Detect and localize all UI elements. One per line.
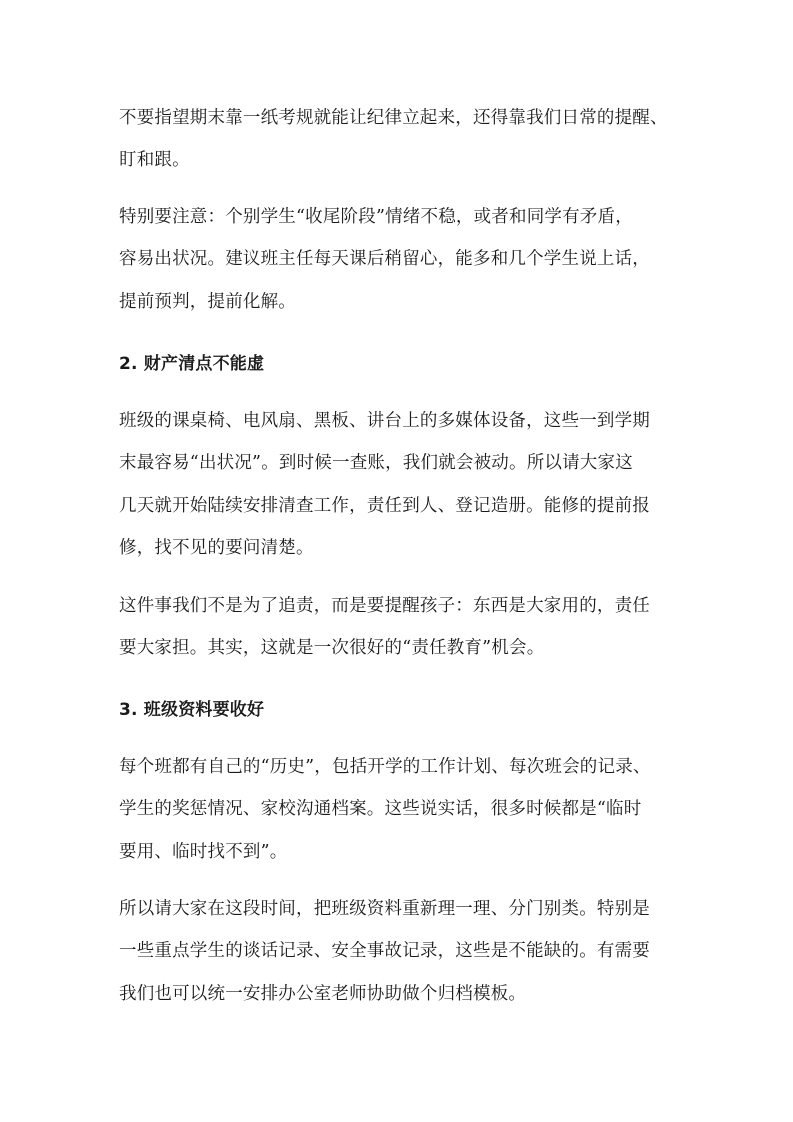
paragraph-line: 修，找不见的要问清楚。 <box>119 538 314 558</box>
paragraph-line: 每个班都有自己的“历史”，包括开学的工作计划、每次班会的记录、 <box>119 757 651 777</box>
paragraph-line: 容易出状况。建议班主任每天课后稍留心，能多和几个学生说上话， <box>119 249 650 269</box>
paragraph-line: 盯和跟。 <box>119 150 190 170</box>
section-heading: 3. 班级资料要收好 <box>119 700 265 720</box>
paragraph-line: 一些重点学生的谈话记录、安全事故记录，这些是不能缺的。有需要 <box>119 941 650 961</box>
paragraph-line: 提前预判，提前化解。 <box>119 292 296 312</box>
paragraph-line: 这件事我们不是为了追责，而是要提醒孩子：东西是大家用的，责任 <box>119 596 650 616</box>
paragraph-line: 不要指望期末靠一纸考规就能让纪律立起来，还得靠我们日常的提醒、 <box>119 108 668 128</box>
paragraph-line: 末最容易“出状况”。到时候一查账，我们就会被动。所以请大家这 <box>119 453 633 473</box>
paragraph-line: 班级的课桌椅、电风扇、黑板、讲台上的多媒体设备，这些一到学期 <box>119 411 650 431</box>
paragraph-line: 我们也可以统一安排办公室老师协助做个归档模板。 <box>119 984 527 1004</box>
paragraph-line: 特别要注意：个别学生“收尾阶段”情绪不稳，或者和同学有矛盾， <box>119 207 633 227</box>
paragraph-line: 要用、临时找不到”。 <box>119 842 288 862</box>
paragraph-line: 学生的奖惩情况、家校沟通档案。这些说实话，很多时候都是“临时 <box>119 799 642 819</box>
section-heading: 2. 财产清点不能虚 <box>119 354 265 374</box>
paragraph-line: 几天就开始陆续安排清查工作，责任到人、登记造册。能修的提前报 <box>119 496 650 516</box>
paragraph-line: 要大家担。其实，这就是一次很好的“责任教育”机会。 <box>119 638 545 658</box>
paragraph-line: 所以请大家在这段时间，把班级资料重新理一理、分门别类。特别是 <box>119 899 650 919</box>
